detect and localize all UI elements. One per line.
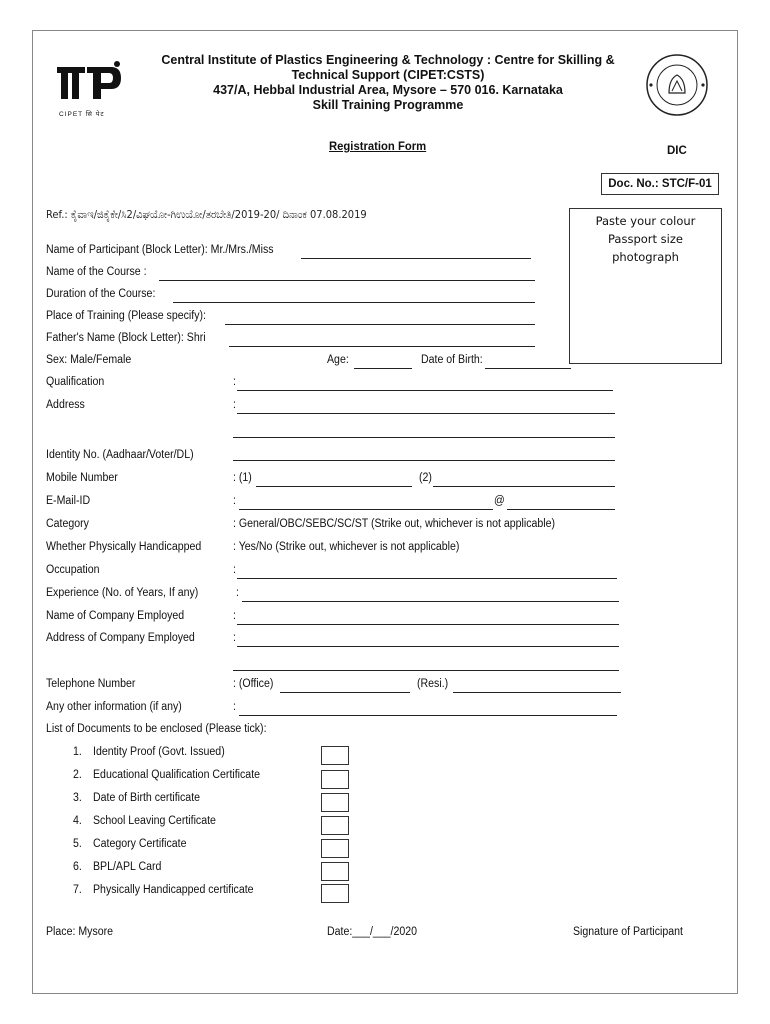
training-place-label: Place of Training (Please specify): — [46, 310, 206, 322]
experience-field[interactable] — [242, 601, 619, 602]
age-field[interactable] — [354, 368, 412, 369]
father-name-field[interactable] — [229, 346, 535, 347]
cipet-logo — [55, 59, 125, 119]
occupation-colon: : — [233, 564, 236, 576]
place-label: Place: Mysore — [46, 926, 114, 938]
identity-field[interactable] — [233, 460, 615, 461]
form-title: Registration Form — [329, 139, 427, 153]
document-checkbox[interactable] — [321, 746, 349, 765]
email-user-field[interactable] — [239, 509, 493, 510]
document-label: Educational Qualification Certificate — [93, 769, 261, 781]
header-line-4: Skill Training Programme — [312, 98, 464, 112]
document-checkbox[interactable] — [321, 884, 349, 903]
occupation-field[interactable] — [237, 578, 617, 579]
course-duration-label: Duration of the Course: — [46, 288, 156, 300]
telephone-office-field[interactable] — [280, 692, 410, 693]
document-number: 2. — [73, 769, 82, 781]
telephone-label: Telephone Number — [46, 678, 136, 690]
other-info-colon: : — [233, 701, 236, 713]
photo-line-1: Paste your colour — [595, 214, 696, 228]
document-label: Physically Handicapped certificate — [93, 884, 254, 896]
mobile-2-prefix: (2) — [419, 472, 432, 484]
email-colon: : — [233, 495, 236, 507]
document-label: Category Certificate — [93, 838, 187, 850]
dob-field[interactable] — [485, 368, 571, 369]
company-address-colon: : — [233, 632, 236, 644]
category-label: Category — [46, 518, 89, 530]
document-number: 3. — [73, 792, 82, 804]
document-checkbox[interactable] — [321, 862, 349, 881]
photo-line-2: Passport size — [608, 232, 683, 246]
registration-form-page — [32, 30, 738, 994]
document-label: Identity Proof (Govt. Issued) — [93, 746, 225, 758]
sex-label: Sex: Male/Female — [46, 354, 132, 366]
experience-label: Experience (No. of Years, If any) — [46, 587, 199, 599]
participant-name-label: Name of Participant (Block Letter): Mr./Mrs./Miss — [46, 244, 274, 256]
document-label: BPL/APL Card — [93, 861, 162, 873]
address-colon: : — [233, 399, 236, 411]
company-address-label: Address of Company Employed — [46, 632, 195, 644]
karnataka-seal-icon — [645, 53, 709, 117]
age-label: Age: — [327, 354, 349, 366]
company-name-colon: : — [233, 610, 236, 622]
other-info-field[interactable] — [239, 715, 617, 716]
email-domain-field[interactable] — [507, 509, 615, 510]
header-line-2: Technical Support (CIPET:CSTS) — [291, 68, 485, 82]
experience-colon: : — [236, 587, 239, 599]
document-number: 5. — [73, 838, 82, 850]
participant-name-field[interactable] — [301, 258, 531, 259]
mobile-field-1[interactable] — [256, 486, 412, 487]
address-field-1[interactable] — [237, 413, 615, 414]
photo-line-3: photograph — [612, 250, 679, 264]
category-options: : General/OBC/SEBC/SC/ST (Strike out, whichever is not applicable) — [233, 518, 556, 530]
telephone-resi-prefix: (Resi.) — [417, 678, 449, 690]
signature-label: Signature of Participant — [573, 926, 683, 938]
course-name-field[interactable] — [159, 280, 535, 281]
document-label: Date of Birth certificate — [93, 792, 201, 804]
document-number: 1. — [73, 746, 82, 758]
company-name-label: Name of Company Employed — [46, 610, 185, 622]
document-checkbox[interactable] — [321, 770, 349, 789]
date-label: Date:___/___/2020 — [327, 926, 418, 938]
header-line-1: Central Institute of Plastics Engineering & Technology : Centre for Skilling & — [161, 53, 615, 67]
handicapped-label: Whether Physically Handicapped — [46, 541, 202, 553]
document-number: 7. — [73, 884, 82, 896]
identity-label: Identity No. (Aadhaar/Voter/DL) — [46, 449, 194, 461]
telephone-office-prefix: : (Office) — [233, 678, 274, 690]
address-field-2[interactable] — [233, 437, 615, 438]
mobile-label: Mobile Number — [46, 472, 118, 484]
occupation-label: Occupation — [46, 564, 100, 576]
document-number: 6. — [73, 861, 82, 873]
document-checkbox[interactable] — [321, 793, 349, 812]
company-address-field-1[interactable] — [237, 646, 619, 647]
doc-number-box: Doc. No.: STC/F-01 — [601, 173, 719, 195]
course-name-label: Name of the Course : — [46, 266, 147, 278]
email-at: @ — [494, 495, 505, 507]
document-checkbox[interactable] — [321, 839, 349, 858]
mobile-field-2[interactable] — [433, 486, 615, 487]
logo-caption: CIPET सि पेट — [59, 111, 105, 118]
telephone-resi-field[interactable] — [453, 692, 621, 693]
cipet-logo-icon — [55, 59, 125, 107]
document-number: 4. — [73, 815, 82, 827]
address-label: Address — [46, 399, 85, 411]
qualification-colon: : — [233, 376, 236, 388]
reference-line: Ref.: ಕೈವಾಇ/ಜಿಕೈಕೇ/ಸಿ2/ವಿಘಯೋ-ಗಿಉಯೋ/ತರಬೇತಿ/2019-20/ ದಿನಾಂಕ 07.08.2019 — [46, 208, 367, 221]
header-line-3: 437/A, Hebbal Industrial Area, Mysore – 570 016. Karnataka — [213, 83, 563, 97]
qualification-field[interactable] — [237, 390, 613, 391]
mobile-1-prefix: : (1) — [233, 472, 252, 484]
handicapped-options: : Yes/No (Strike out, whichever is not applicable) — [233, 541, 460, 553]
dob-label: Date of Birth: — [421, 354, 483, 366]
qualification-label: Qualification — [46, 376, 105, 388]
email-label: E-Mail-ID — [46, 495, 91, 507]
training-place-field[interactable] — [225, 324, 535, 325]
document-checkbox[interactable] — [321, 816, 349, 835]
other-info-label: Any other information (if any) — [46, 701, 182, 713]
course-duration-field[interactable] — [173, 302, 535, 303]
dic-label: DIC — [667, 145, 687, 157]
company-name-field[interactable] — [237, 624, 619, 625]
document-label: School Leaving Certificate — [93, 815, 216, 827]
documents-heading: List of Documents to be enclosed (Please tick): — [46, 723, 267, 735]
father-name-label: Father's Name (Block Letter): Shri — [46, 332, 206, 344]
company-address-field-2[interactable] — [233, 670, 619, 671]
photo-paste-box — [569, 208, 722, 364]
government-seal — [645, 53, 709, 117]
